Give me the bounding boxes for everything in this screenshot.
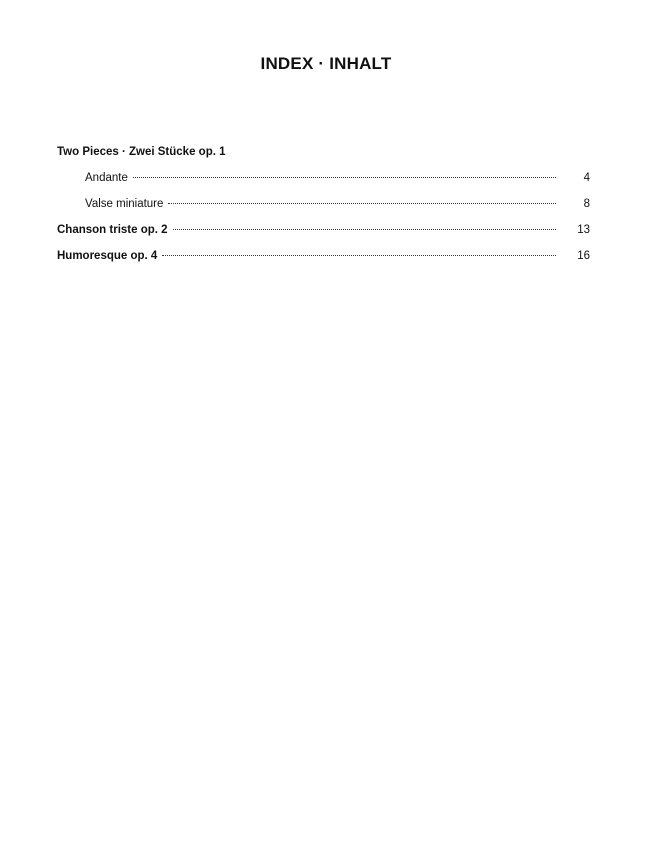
dot-leader — [162, 255, 556, 256]
toc-entry-andante — [57, 169, 590, 195]
toc-group-heading: Two Pieces · Zwei Stücke op. 1 — [57, 146, 226, 158]
toc-entry-page: 4 — [583, 172, 590, 184]
toc-entry-page: 8 — [583, 198, 590, 210]
toc-entry-title: Andante — [85, 172, 128, 184]
dot-leader — [133, 177, 556, 178]
toc-entry-chanson-triste — [57, 221, 590, 247]
toc-entry-page: 13 — [577, 224, 590, 236]
toc-entry-title: Humoresque op. 4 — [57, 250, 158, 262]
dot-leader — [173, 229, 556, 230]
toc-entry-humoresque — [57, 247, 590, 273]
toc-entry-page: 16 — [577, 250, 590, 262]
toc-entry-valse-miniature — [57, 195, 590, 221]
toc-entry-title: Chanson triste op. 2 — [57, 224, 168, 236]
dot-leader — [168, 203, 556, 204]
table-of-contents — [57, 143, 590, 273]
toc-entry-title: Valse miniature — [85, 198, 164, 210]
page-title: INDEX · INHALT — [260, 54, 392, 73]
